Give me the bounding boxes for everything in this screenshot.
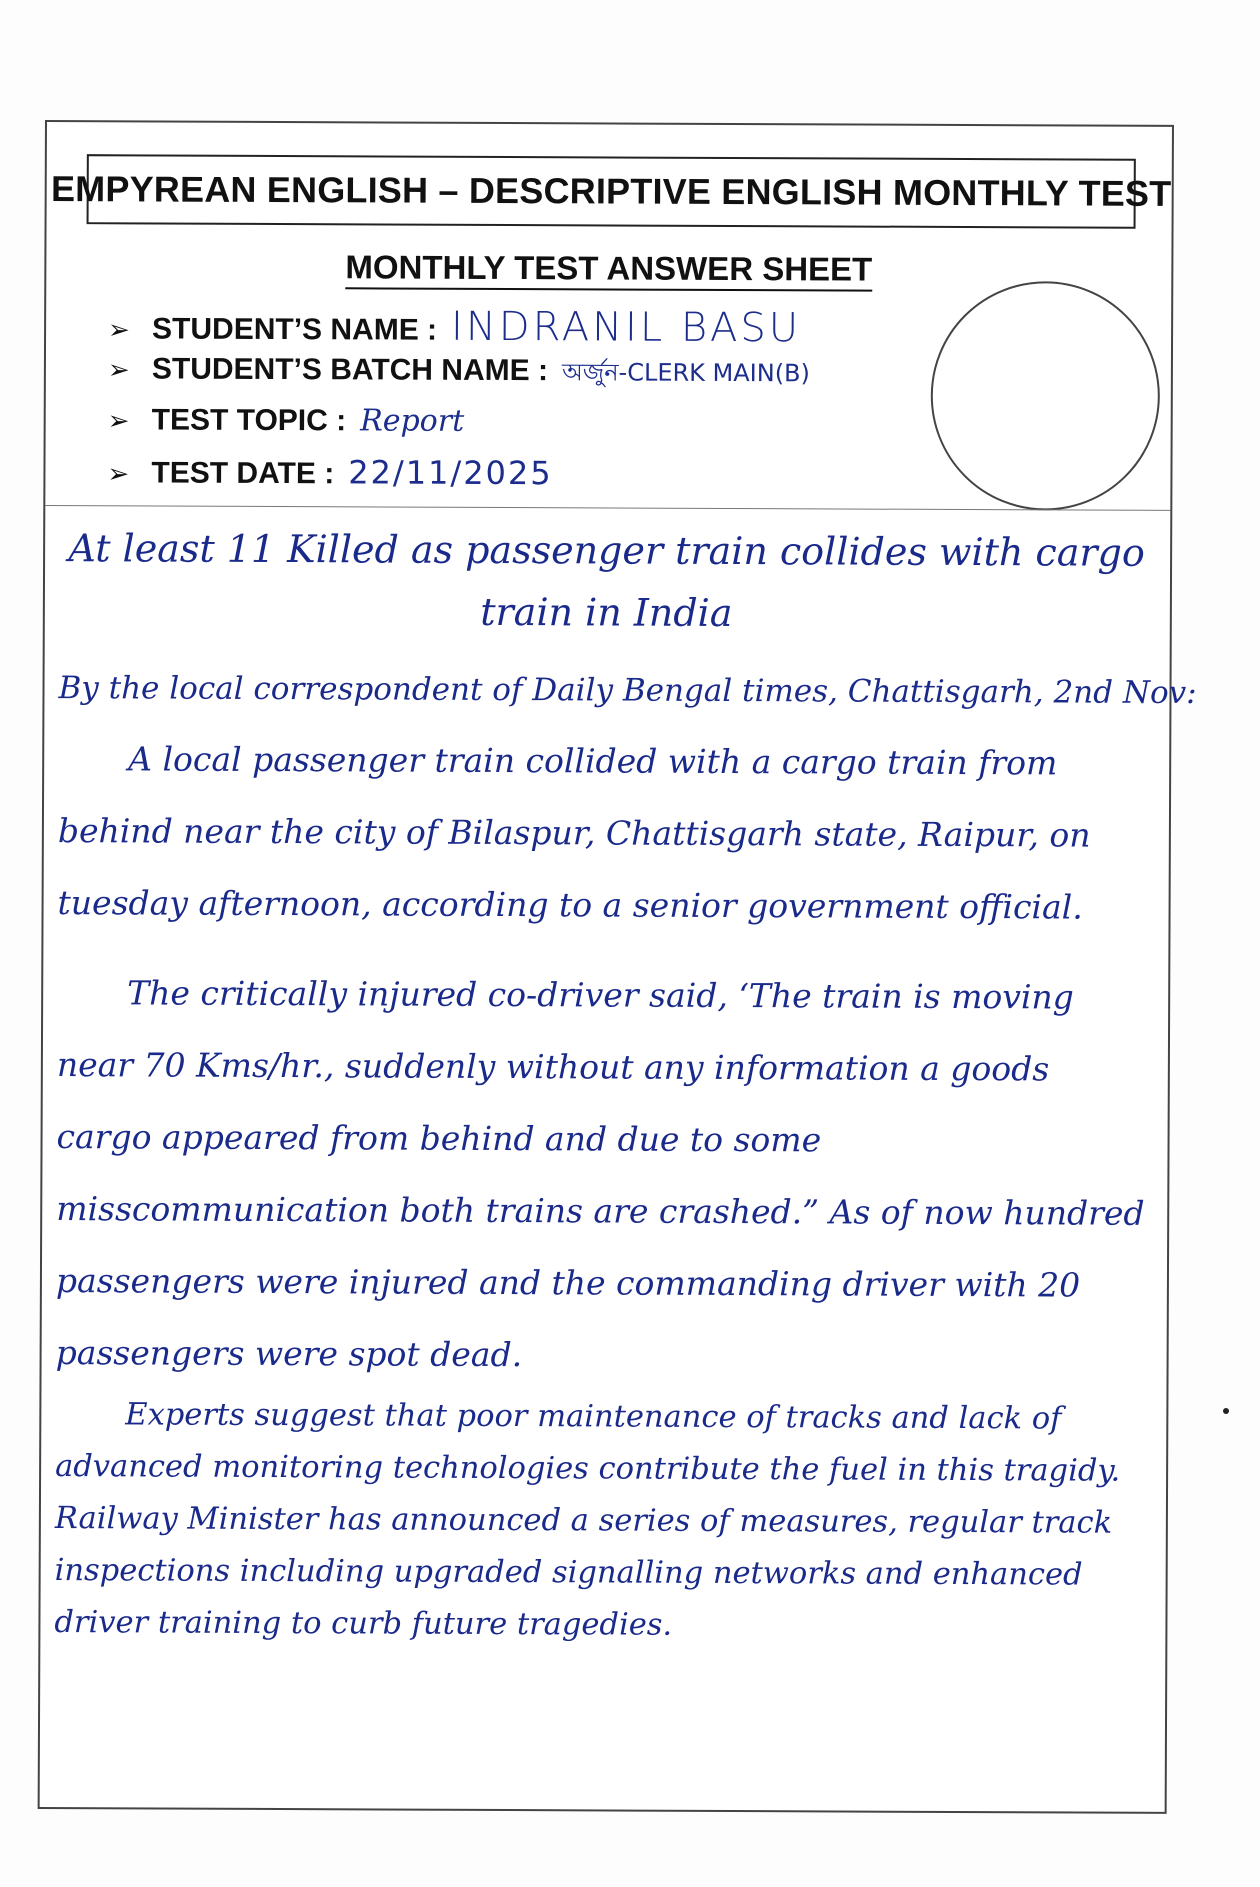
photo-placeholder-circle [930, 281, 1160, 511]
answer-sheet [38, 120, 1197, 1814]
arrow-bullet-icon: ➢ [107, 405, 130, 436]
report-headline: At least 11 Killed as passenger train collides with cargo train in India [68, 526, 1145, 636]
arrow-bullet-icon: ➢ [107, 354, 130, 385]
header-box [50, 154, 1172, 229]
report-paragraph: The critically injured co-driver said, ‘The train is moving near 70 Kms/hr., suddenly without any information a goods cargo appeared from behind and due to some misscommunication both trains are crashed.” As of now hundred passengers were injured and the commanding driver with 20 passengers were spot dead. [55, 973, 1145, 1375]
report-byline: By the local correspondent of Daily Bengal times, Chattisgarh, 2nd Nov: [58, 670, 1197, 712]
sheet-subtitle [46, 247, 1171, 290]
student-name-value: INDRANIL BASU [451, 303, 802, 352]
test-date-field [107, 452, 927, 506]
report-paragraph: A local passenger train collided with a cargo train from behind near the city of Bilaspur, Chattisgarh state, Raipur, on tuesday afternoon, according to a senior government official. [57, 739, 1091, 927]
student-name-label: STUDENT’S NAME : [152, 312, 438, 347]
test-date-label: TEST DATE : [151, 456, 335, 491]
arrow-bullet-icon: ➢ [108, 314, 130, 345]
header-title: EMPYREAN ENGLISH – DESCRIPTIVE ENGLISH MONTHLY TEST [50, 168, 1172, 214]
sheet-subtitle-text: MONTHLY TEST ANSWER SHEET [345, 248, 872, 291]
student-details [107, 302, 928, 506]
test-topic-label: TEST TOPIC : [151, 403, 347, 438]
test-topic-value: Report [360, 403, 465, 439]
handwritten-answer [54, 517, 1197, 1654]
batch-name-field [108, 352, 928, 406]
stray-ink-dot [1223, 1408, 1229, 1414]
test-date-value: 22/11/2025 [348, 453, 553, 493]
section-divider [45, 505, 1170, 511]
student-name-field [108, 302, 928, 356]
test-topic-field [108, 402, 928, 456]
batch-name-label: STUDENT’S BATCH NAME : [151, 352, 549, 388]
batch-name-value: অর্জুন-CLERK MAIN(B) [561, 358, 810, 388]
arrow-bullet-icon: ➢ [107, 458, 130, 489]
report-paragraph: Experts suggest that poor maintenance of tracks and lack of advanced monitoring technologies contribute the fuel in this tragidy. Railway Minister has announced a series of measures, regular track inspections including upgraded signalling networks and enhanced driver training to curb future tragedies. [54, 1397, 1121, 1643]
